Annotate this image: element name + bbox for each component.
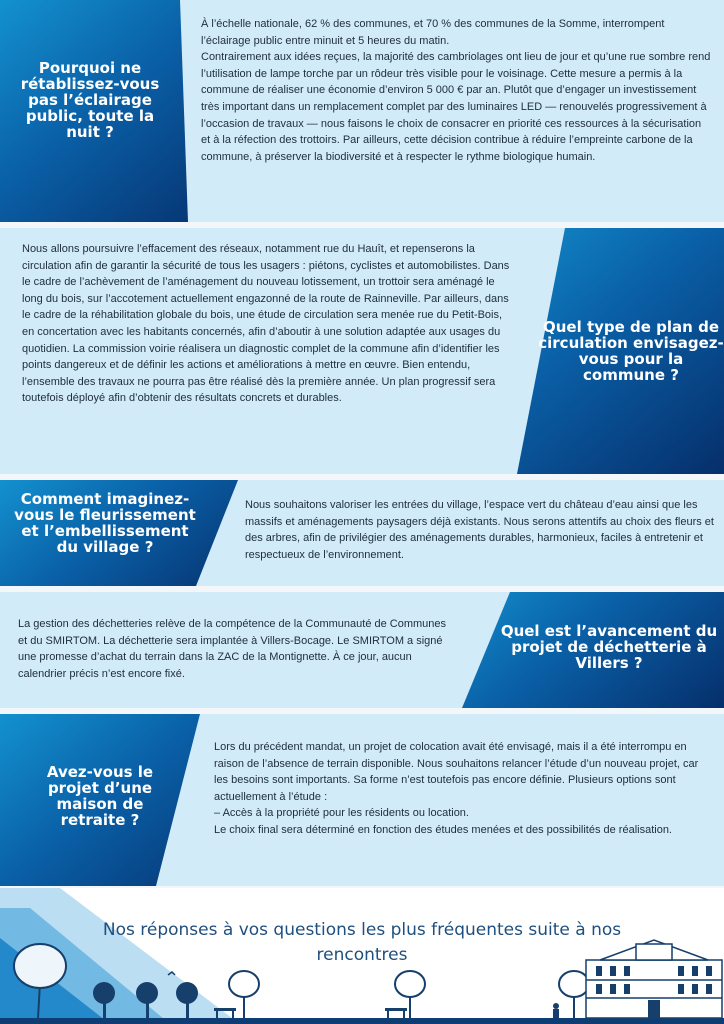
question-title: Quel type de plan de circulation envisagez-vous pour la commune ? xyxy=(538,318,724,384)
question-title: Comment imaginez-vous le fleurissement et l’embellissement du village ? xyxy=(14,490,196,556)
answer-paragraph: La gestion des déchetteries relève de la compétence de la Communauté de Communes et du SMIRTOM. La déchetterie sera implantée à Villers-Bocage. Le SMIRTOM a signé une promesse d’achat du terrain dans la ZAC de la Montignette. À ce jour, aucun calendrier précis n’est encore fixé. xyxy=(18,618,447,680)
answer-text xyxy=(22,241,512,407)
answer-text xyxy=(214,739,704,839)
faq-section-waste xyxy=(0,592,724,708)
answer-paragraph: Lors du précédent mandat, un projet de colocation avait été envisagé, mais il a été interrompu en raison de l’absence de terrain disponible. Nous souhaitons relancer l’étude d’un nouveau projet, car les besoins sont importants. Sa forme n’est toutefois pas encore définie. Plusieurs options sont actuellement à l’étude : xyxy=(214,741,699,803)
answer-paragraph: Nous souhaitons valoriser les entrées du village, l’espace vert du château d’eau ainsi que les massifs et aménagements paysagers déjà existants. Nous serons attentifs au choix des fleurs et des arbres, afin de privilégier des aménagements durables, harmonieux, faciles à entretenir et respectueux de l’environnement. xyxy=(245,499,714,561)
answer-paragraph: – Accès à la propriété pour les résidents ou location. xyxy=(214,807,469,820)
answer-paragraph: À l’échelle nationale, 62 % des communes, et 70 % des communes de la Somme, interrompent l’éclairage public entre minuit et 5 heures du matin. xyxy=(201,18,665,47)
tree-icon xyxy=(229,971,589,1018)
question-title: Pourquoi ne rétablissez-vous pas l’éclairage public, toute la nuit ? xyxy=(20,59,160,141)
footer-title: Nos réponses à vos questions les plus fréquentes suite à nos rencontres xyxy=(102,920,622,965)
question-title: Avez-vous le projet d’une maison de retraite ? xyxy=(46,763,154,829)
ground-line xyxy=(0,1018,724,1024)
footer-banner xyxy=(0,888,724,1024)
answer-paragraph: Contrairement aux idées reçues, la majorité des cambriolages ont lieu de jour et qu’une rue sombre rend l’utilisation de lampe torche par un rôdeur très visible pour le voisinage. Cette mesure a permis à la commune de réaliser une économie d’environ 5 000 € par an. Plutôt que d’engager un investissement très important dans un remplacement complet par des luminaires LED — renouvelés progressivement à l’occasion de travaux — nous faisons le choix de consacrer en priorité ces ressources à la sécurisation et à la réfection des trottoirs. Par ailleurs, cette décision contribue à réduire l’empreinte carbone de la commune, à préserver la biodiversité et à respecter le rythme biologique humain. xyxy=(201,51,711,163)
faq-section-flowers xyxy=(0,480,724,586)
bench-icon xyxy=(214,1008,407,1018)
answer-text xyxy=(245,497,715,563)
answer-text xyxy=(201,16,711,165)
faq-section-traffic xyxy=(0,228,724,474)
faq-section-retirement-home xyxy=(0,714,724,886)
person-icon xyxy=(553,1003,559,1018)
answer-paragraph: Le choix final sera déterminé en fonction des études menées et des possibilités de réalisation. xyxy=(214,823,672,836)
answer-paragraph: Nous allons poursuivre l’effacement des réseaux, notamment rue du Hauît, et repenserons la circulation afin de garantir la sécurité de tous les usagers : piétons, cyclistes et automobilistes. Dans le cadre de l’achèvement de l’aménagement du nouveau lotissement, un trottoir sera aménagé le long du bois, sur l’accotement actuellement engazonné de la route de Rainneville. Par ailleurs, dans le cadre de la réhabilitation globale du bois, une étude de circulation sera menée rue du Petit-Bois, en concertation avec les habitants concernés, afin d’aboutir à une solution adaptée aux usages du quotidien. La commission voirie réalisera un diagnostic complet de la commune afin d’identifier les points dangereux et de définir les actions et améliorations à mettre en œuvre. Bien entendu, l’ensemble des travaux ne pourra pas être réalisé dès la première année. Un plan progressif sera toutefois déployé afin d’obtenir des résultats concrets et durables. xyxy=(22,243,510,405)
answer-text xyxy=(18,616,458,682)
faq-section-lighting xyxy=(0,0,724,222)
question-title: Quel est l’avancement du projet de déchetterie à Villers ? xyxy=(500,622,718,672)
